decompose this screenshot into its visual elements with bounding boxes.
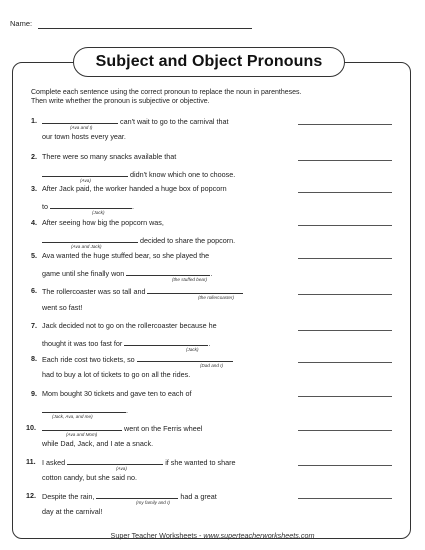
item-text: I asked — [42, 458, 66, 467]
answer-blank[interactable] — [42, 405, 126, 413]
answer-line[interactable] — [298, 225, 392, 226]
answer-line[interactable] — [298, 192, 392, 193]
item-line: while Dad, Jack, and I ate a snack. — [42, 439, 154, 448]
item-number: 11. — [26, 457, 36, 466]
item-text: thought it was too fast for — [42, 339, 123, 348]
item-text: . — [208, 339, 211, 348]
hint: (Dad and I) — [200, 363, 223, 368]
item-number: 10. — [26, 423, 36, 432]
item-number: 4. — [31, 218, 37, 227]
hint: (Ava and I) — [70, 125, 93, 130]
item-number: 8. — [31, 354, 37, 363]
name-field[interactable] — [38, 28, 252, 29]
answer-line[interactable] — [298, 124, 392, 125]
answer-blank[interactable] — [124, 338, 211, 348]
item-number: 6. — [31, 286, 37, 295]
hint: (the stuffed bear) — [172, 277, 207, 282]
item-text: game until she finally won — [42, 269, 125, 278]
item-text: didn't know which one to choose. — [130, 170, 236, 179]
item-line: After Jack paid, the worker handed a huge box of popcorn — [42, 184, 227, 193]
item-line — [42, 169, 235, 179]
item-number: 3. — [31, 184, 37, 193]
hint: (Jack, Ava, and me) — [52, 414, 93, 419]
hint: (my family and I) — [136, 500, 170, 505]
answer-blank[interactable] — [42, 169, 128, 177]
item-line: Jack decided not to go on the rollercoaster because he — [42, 321, 217, 330]
item-line: After seeing how big the popcorn was, — [42, 218, 164, 227]
item-text: can't wait to go to the carnival that — [120, 117, 229, 126]
item-text: had a great — [180, 492, 217, 501]
answer-line[interactable] — [298, 294, 392, 295]
item-number: 5. — [31, 251, 37, 260]
answer-blank[interactable] — [42, 423, 122, 431]
hint: (Ava and Jack) — [71, 244, 102, 249]
answer-line[interactable] — [298, 330, 392, 331]
hint: (Ava) — [116, 466, 127, 471]
item-line — [42, 491, 217, 501]
item-line — [42, 457, 236, 467]
item-text: Despite the rain, — [42, 492, 95, 501]
answer-blank[interactable] — [67, 457, 163, 465]
item-text: . — [126, 406, 128, 415]
item-line: Mom bought 30 tickets and gave ten to each of — [42, 389, 192, 398]
instructions — [31, 88, 401, 106]
footer — [0, 531, 425, 540]
answer-line[interactable] — [298, 465, 392, 466]
answer-line[interactable] — [298, 258, 392, 259]
item-number: 2. — [31, 152, 37, 161]
item-number: 9. — [31, 389, 37, 398]
answer-blank[interactable] — [126, 268, 213, 278]
item-text: decided to share the popcorn. — [140, 236, 236, 245]
footer-url-link[interactable]: www.superteacherworksheets.com — [203, 531, 315, 540]
item-text: to — [42, 202, 48, 211]
item-text: . — [132, 202, 134, 211]
answer-line[interactable] — [298, 396, 392, 397]
answer-blank[interactable] — [42, 235, 138, 243]
item-number: 7. — [31, 321, 37, 330]
answer-line[interactable] — [298, 160, 392, 161]
answer-blank[interactable] — [42, 116, 118, 124]
item-line: our town hosts every year. — [42, 132, 126, 141]
name-label: Name: — [10, 19, 33, 28]
footer-text: Super Teacher Worksheets - — [110, 531, 204, 540]
item-text: went on the Ferris wheel — [124, 424, 203, 433]
answer-blank[interactable] — [137, 354, 233, 362]
item-line: went so fast! — [42, 303, 83, 312]
answer-blank[interactable] — [147, 286, 243, 294]
instruction-line-2: Then write whether the pronoun is subjective or objective. — [31, 98, 210, 106]
item-line: Ava wanted the huge stuffed bear, so she played the — [42, 251, 210, 260]
hint: (the rollercoaster) — [198, 295, 234, 300]
item-line: had to buy a lot of tickets to go on all the rides. — [42, 370, 191, 379]
answer-line[interactable] — [298, 362, 392, 363]
hint: (Jack) — [92, 210, 105, 215]
answer-blank[interactable] — [50, 201, 132, 209]
answer-line[interactable] — [298, 498, 392, 499]
page-title: Subject and Object Pronouns — [73, 47, 345, 77]
hint: (Ava) — [80, 178, 91, 183]
item-number: 12. — [26, 491, 36, 500]
answer-line[interactable] — [298, 430, 392, 431]
item-text: Each ride cost two tickets, so — [42, 355, 135, 364]
instruction-line-1: Complete each sentence using the correct pronoun to replace the noun in parentheses. — [31, 89, 302, 96]
hint: (Ava and Mom) — [66, 432, 98, 437]
item-line: There were so many snacks available that — [42, 152, 177, 161]
item-number: 1. — [31, 116, 37, 125]
hint: (Jack) — [186, 347, 199, 352]
item-line: cotton candy, but she said no. — [42, 473, 137, 482]
item-text: if she wanted to share — [165, 458, 236, 467]
answer-blank[interactable] — [96, 491, 178, 499]
item-text: . — [210, 269, 213, 278]
item-text: The rollercoaster was so tall and — [42, 287, 146, 296]
item-line: day at the carnival! — [42, 507, 103, 516]
item-line — [42, 201, 134, 211]
